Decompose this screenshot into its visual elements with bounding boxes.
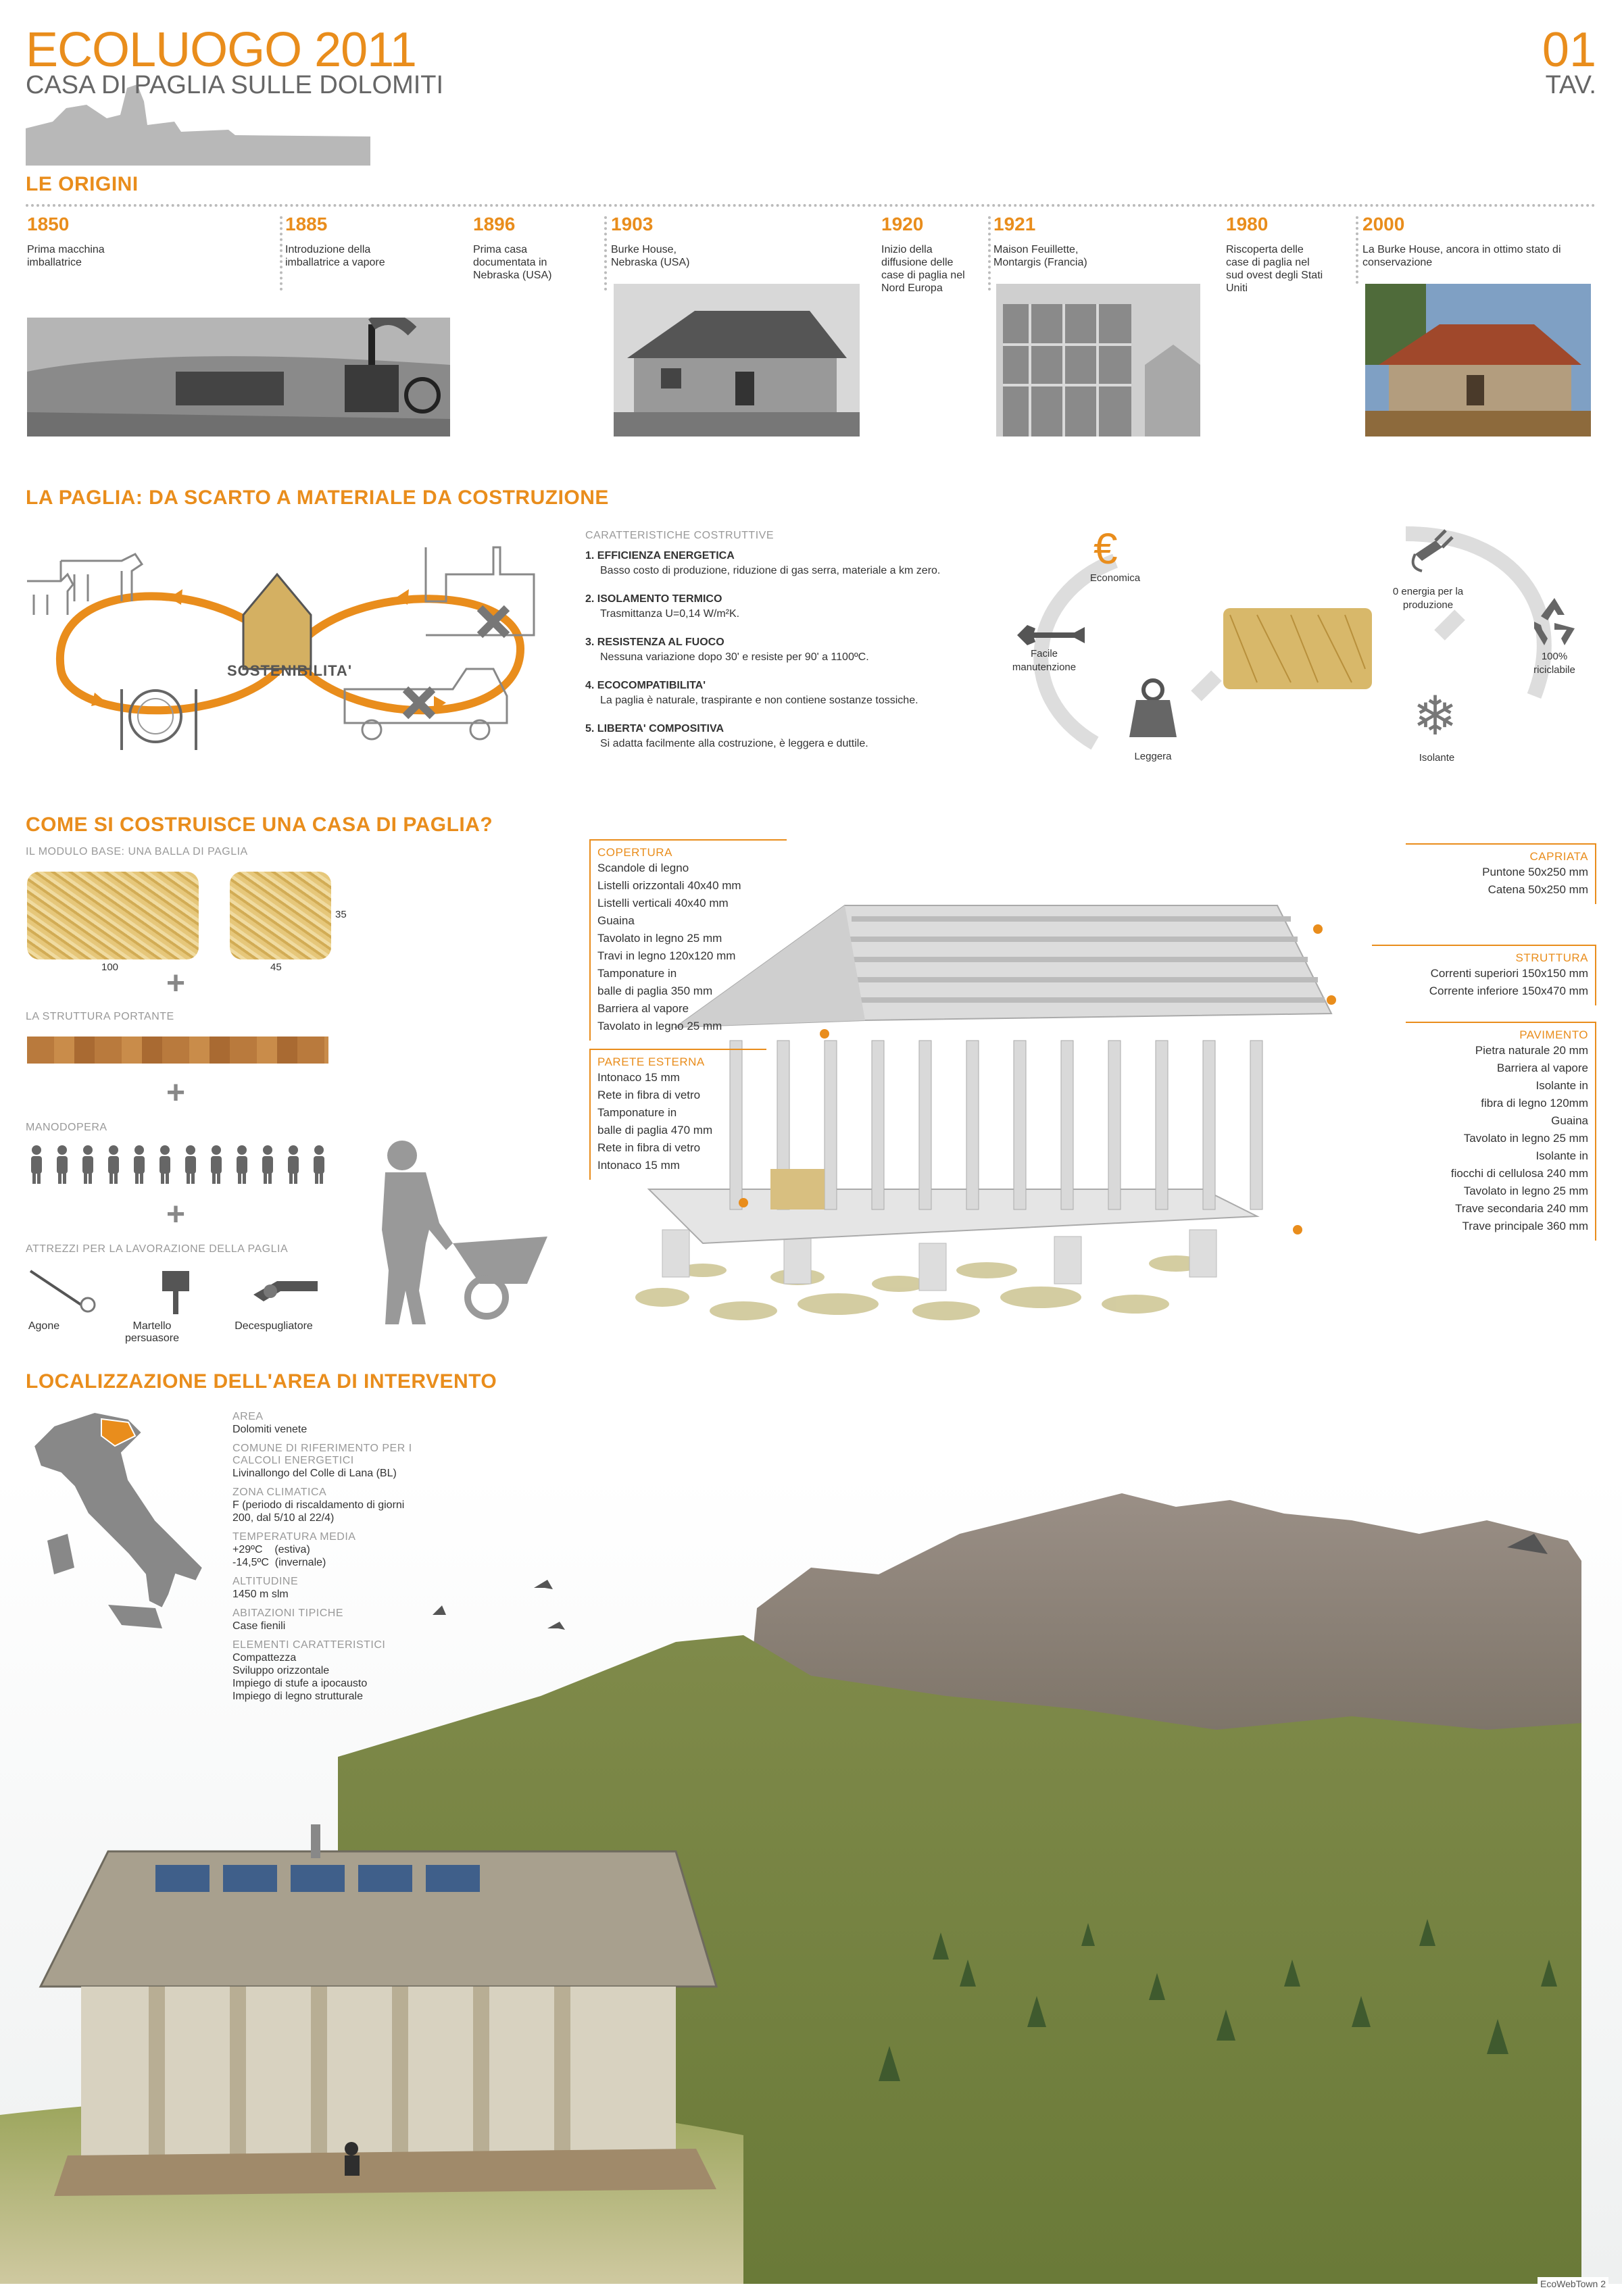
- timeline-year: 1980: [1226, 214, 1269, 234]
- property-label: Isolante: [1419, 752, 1455, 764]
- timeline-text: Inizio della diffusione delle case di paglia nel Nord Europa: [881, 244, 965, 294]
- straw-heading: LA PAGLIA: DA SCARTO A MATERIALE DA COSTRUZIONE: [26, 486, 609, 509]
- properties-diagram: [1000, 520, 1595, 777]
- plus-sign: +: [166, 966, 186, 1001]
- panel-item: Intonaco 15 mm: [597, 1159, 680, 1172]
- panel-pavimento: [1406, 1022, 1596, 1241]
- tool-label: Martello persuasore: [124, 1320, 180, 1344]
- characteristic-item: [585, 637, 1004, 664]
- panel-label: STRUTTURA: [1515, 951, 1588, 964]
- timeline-text: Riscoperta delle case di paglia nel sud ovest degli Stati Uniti: [1226, 244, 1323, 294]
- timeline-text: Prima macchina imballatrice: [27, 244, 105, 268]
- needle-icon: [27, 1268, 108, 1315]
- timeline-year: 2000: [1362, 214, 1405, 234]
- photo-maison-feuillette-1921: [996, 284, 1200, 436]
- panel-item: Scandole di legno: [597, 862, 689, 874]
- location-field: [232, 1639, 422, 1703]
- origins-heading: LE ORIGINI: [26, 173, 139, 195]
- panel-label: COPERTURA: [597, 846, 672, 859]
- italy-map: [27, 1405, 210, 1635]
- characteristic-item: [585, 680, 1004, 707]
- panel-label: PARETE ESTERNA: [597, 1055, 705, 1068]
- timeline-year: 1885: [285, 214, 328, 234]
- plus-sign: +: [166, 1197, 186, 1232]
- panel-item: Barriera al vapore: [597, 1002, 689, 1015]
- panel-item: Tamponature in: [597, 967, 677, 980]
- tools-label: ATTREZZI PER LA LAVORAZIONE DELLA PAGLIA: [26, 1243, 289, 1255]
- location-field: [232, 1531, 422, 1569]
- panel-item: Trave principale 360 mm: [1462, 1220, 1588, 1232]
- panel-item: Isolante in: [1535, 1079, 1588, 1092]
- snowflake-icon: ❄: [1412, 686, 1458, 746]
- panel-item: Tamponature in: [597, 1106, 677, 1119]
- location-field-label: ZONA CLIMATICA: [232, 1487, 327, 1498]
- panel-struttura: [1372, 945, 1596, 1005]
- build-heading: COME SI COSTRUISCE UNA CASA DI PAGLIA?: [26, 814, 493, 836]
- plus-sign: +: [166, 1075, 186, 1111]
- characteristics-title: CARATTERISTICHE COSTRUTTIVE: [585, 530, 774, 541]
- workers-row: [27, 1145, 331, 1185]
- timeline-text: Prima casa documentata in Nebraska (USA): [473, 244, 552, 281]
- plug-icon: [1408, 527, 1456, 574]
- location-heading: LOCALIZZAZIONE DELL'AREA DI INTERVENTO: [26, 1370, 497, 1393]
- panel-item: Rete in fibra di vetro: [597, 1141, 701, 1154]
- structure-label: LA STRUTTURA PORTANTE: [26, 1011, 174, 1022]
- panel-item: Listelli verticali 40x40 mm: [597, 897, 729, 909]
- panel-item: fibra di legno 120mm: [1481, 1097, 1588, 1109]
- panel-label: PAVIMENTO: [1519, 1028, 1588, 1041]
- footer-credit: EcoWebTown 2: [1538, 2277, 1608, 2291]
- origins-divider: [26, 204, 1596, 207]
- location-field-label: TEMPERATURA MEDIA: [232, 1531, 356, 1543]
- panel-item: Isolante in: [1535, 1149, 1588, 1162]
- panel-item: Tavolato in legno 25 mm: [597, 932, 722, 945]
- panel-item: Catena 50x250 mm: [1488, 883, 1588, 896]
- weight-icon: [1119, 673, 1187, 741]
- characteristic-text: Si adatta facilmente alla costruzione, è leggera e duttile.: [600, 738, 868, 749]
- characteristic-text: Basso costo di produzione, riduzione di gas serra, materiale a km zero.: [600, 565, 941, 576]
- panel-copertura: [589, 839, 787, 1041]
- cycle-center-label: SOSTENIBILITA': [227, 662, 353, 679]
- panel-item: Guaina: [1551, 1114, 1588, 1127]
- photo-burke-house-1903: [614, 284, 860, 436]
- panel-item: balle di paglia 470 mm: [597, 1124, 713, 1137]
- timber-beam: [27, 1037, 328, 1064]
- location-field-label: COMUNE DI RIFERIMENTO PER I CALCOLI ENERGETICI: [232, 1443, 412, 1466]
- panel-item: Puntone 50x250 mm: [1482, 866, 1588, 878]
- location-field-label: ALTITUDINE: [232, 1576, 299, 1587]
- property-label: 0 energia per la produzione: [1392, 586, 1464, 611]
- location-field-label: AREA: [232, 1411, 264, 1422]
- photo-baler-1850: [27, 318, 450, 436]
- euro-icon: €: [1093, 524, 1118, 573]
- characteristic-title: 5. LIBERTA' COMPOSITIVA: [585, 723, 724, 734]
- panel-item: Barriera al vapore: [1496, 1062, 1588, 1074]
- recycle-icon: [1527, 595, 1581, 649]
- property-label: 100% riciclabile: [1533, 651, 1575, 676]
- timeline-text: Maison Feuillette, Montargis (Francia): [993, 244, 1087, 268]
- characteristic-text: La paglia è naturale, traspirante e non contiene sostanze tossiche.: [600, 695, 918, 706]
- location-field-value: Livinallongo del Colle di Lana (BL): [232, 1468, 397, 1479]
- panel-item: fiocchi di cellulosa 240 mm: [1450, 1167, 1588, 1180]
- panel-label: CAPRIATA: [1529, 850, 1588, 863]
- page-subtitle: CASA DI PAGLIA SULLE DOLOMITI: [26, 71, 444, 99]
- tool-label: Decespugliatore: [235, 1320, 313, 1332]
- sheet-number: 01: [1542, 23, 1596, 77]
- panel-item: Rete in fibra di vetro: [597, 1089, 701, 1101]
- location-field-value: F (periodo di riscaldamento di giorni 200, dal 5/10 al 22/4): [232, 1499, 405, 1524]
- location-field: [232, 1487, 422, 1524]
- location-fields: [232, 1411, 422, 1703]
- panel-item: Pietra naturale 20 mm: [1475, 1044, 1588, 1057]
- panel-item: Intonaco 15 mm: [597, 1071, 680, 1084]
- location-field: [232, 1607, 422, 1632]
- brushcutter-icon: [250, 1268, 324, 1308]
- timeline-year: 1920: [881, 214, 924, 234]
- dimension-label: 100: [101, 962, 119, 973]
- sustainability-cycle-diagram: [20, 534, 561, 757]
- panel-item: Tavolato in legno 25 mm: [597, 1020, 722, 1032]
- location-field-value: Compattezza Sviluppo orizzontale Impiego di stufe a ipocausto Impiego di legno strutturale: [232, 1652, 368, 1702]
- location-field: [232, 1576, 422, 1601]
- location-field: [232, 1411, 422, 1436]
- location-field-value: Dolomiti venete: [232, 1424, 308, 1435]
- characteristic-title: 4. ECOCOMPATIBILITA': [585, 680, 706, 691]
- location-field-label: ELEMENTI CARATTERISTICI: [232, 1639, 386, 1651]
- panel-item: Travi in legno 120x120 mm: [597, 949, 736, 962]
- property-label: Leggera: [1134, 751, 1172, 762]
- panel-capriata: [1406, 843, 1596, 904]
- timeline-year: 1903: [611, 214, 654, 234]
- location-field: [232, 1443, 422, 1480]
- timeline-tick: [604, 216, 607, 291]
- panel-item: Tavolato in legno 25 mm: [1463, 1184, 1588, 1197]
- worker-silhouette: [351, 1135, 561, 1331]
- location-field-value: Case fienili: [232, 1620, 286, 1632]
- wrench-icon: [1014, 622, 1088, 649]
- timeline-text: La Burke House, ancora in ottimo stato di conservazione: [1362, 244, 1561, 268]
- panel-parete-esterna: [589, 1049, 766, 1180]
- header: [0, 0, 1622, 169]
- timeline-year: 1850: [27, 214, 70, 234]
- characteristic-item: [585, 723, 1004, 750]
- hammer-icon: [155, 1268, 196, 1315]
- straw-bale-large: [27, 872, 199, 959]
- timeline-tick: [280, 216, 282, 291]
- panel-item: Correnti superiori 150x150 mm: [1430, 967, 1588, 980]
- location-field-label: ABITAZIONI TIPICHE: [232, 1607, 343, 1619]
- panel-item: Tavolato in legno 25 mm: [1463, 1132, 1588, 1145]
- characteristic-text: Trasmittanza U=0,14 W/m²K.: [600, 608, 740, 620]
- module-label: IL MODULO BASE: UNA BALLA DI PAGLIA: [26, 846, 248, 857]
- location-field-value: 1450 m slm: [232, 1589, 289, 1600]
- tool-label: Agone: [28, 1320, 60, 1332]
- characteristic-title: 1. EFFICIENZA ENERGETICA: [585, 550, 735, 561]
- characteristic-title: 3. RESISTENZA AL FUOCO: [585, 637, 724, 648]
- timeline-tick: [988, 216, 991, 291]
- dimension-label: 45: [270, 962, 282, 973]
- panel-item: balle di paglia 350 mm: [597, 984, 713, 997]
- characteristic-item: [585, 593, 1004, 620]
- panel-item: Corrente inferiore 150x470 mm: [1429, 984, 1588, 997]
- photo-burke-house-2000: [1365, 284, 1591, 436]
- location-field-value: +29ºC (estiva) -14,5ºC (invernale): [232, 1544, 326, 1568]
- timeline-year: 1896: [473, 214, 516, 234]
- timeline-tick: [1356, 216, 1358, 284]
- panel-item: Guaina: [597, 914, 635, 927]
- straw-bale-small: [230, 872, 331, 959]
- characteristics-list: [585, 550, 1004, 750]
- timeline-text: Introduzione della imballatrice a vapore: [285, 244, 385, 268]
- characteristic-title: 2. ISOLAMENTO TERMICO: [585, 593, 722, 605]
- panel-item: Listelli orizzontali 40x40 mm: [597, 879, 741, 892]
- sheet-label: TAV.: [1545, 71, 1596, 99]
- property-label: Facile manutenzione: [1012, 648, 1077, 673]
- timeline-text: Burke House, Nebraska (USA): [611, 244, 690, 268]
- panel-item: Trave secondaria 240 mm: [1455, 1202, 1588, 1215]
- characteristic-text: Nessuna variazione dopo 30' e resiste per 90' a 1100ºC.: [600, 651, 869, 663]
- property-label: Economica: [1089, 572, 1141, 584]
- page-title: ECOLUOGO 2011: [26, 23, 416, 77]
- characteristic-item: [585, 550, 1004, 577]
- labor-label: MANODOPERA: [26, 1122, 107, 1133]
- dimension-label: 35: [335, 909, 347, 920]
- timeline-year: 1921: [993, 214, 1036, 234]
